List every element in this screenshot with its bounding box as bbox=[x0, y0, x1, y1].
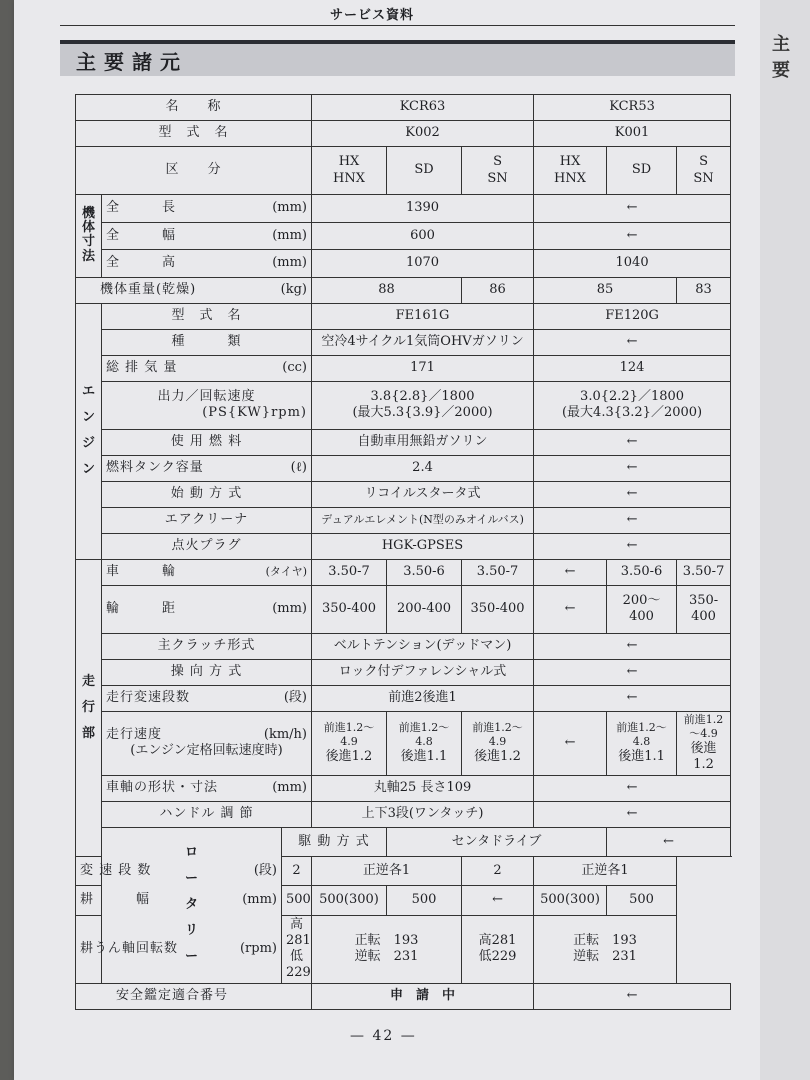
speed-c3-rev: 後進1.2 bbox=[474, 748, 521, 764]
kcr53-start: ← bbox=[534, 481, 731, 507]
label-wheel bbox=[102, 559, 312, 585]
label-clutch: 主クラッチ形式 bbox=[102, 633, 312, 659]
kcr63-steering: ロック付デファレンシャル式 bbox=[312, 659, 534, 685]
label-fuel: 使 用 燃 料 bbox=[102, 429, 312, 455]
kcr53-width: ← bbox=[534, 222, 731, 250]
row-displacement bbox=[76, 355, 731, 381]
kcr63-height: 1070 bbox=[312, 250, 534, 278]
rpm-c1-high: 高281 bbox=[286, 916, 311, 948]
tillwidth-c2: 500(300) bbox=[312, 886, 387, 915]
rot-gears-c4: 2 bbox=[462, 857, 534, 886]
label-rot-gears bbox=[76, 857, 282, 886]
kcr53-output bbox=[534, 381, 731, 429]
kcr63-air: デュアルエレメント(N型のみオイルバス) bbox=[312, 507, 534, 533]
label-name: 名 称 bbox=[76, 95, 312, 121]
kcr53-fuel: ← bbox=[534, 429, 731, 455]
label-tillwidth bbox=[76, 886, 282, 915]
kcr63-safety: 申 請 中 bbox=[312, 983, 534, 1009]
row-height bbox=[76, 250, 731, 278]
title-band bbox=[60, 40, 735, 76]
axle-unit: (mm) bbox=[272, 780, 307, 796]
header-rule bbox=[60, 25, 735, 26]
tillwidth-c3: 500 bbox=[387, 886, 462, 915]
kcr63-fuel: 自動車用無鉛ガソリン bbox=[312, 429, 534, 455]
kcr63-width: 600 bbox=[312, 222, 534, 250]
group-drive-label: 走 行 部 bbox=[81, 673, 95, 741]
label-height bbox=[102, 250, 312, 278]
displacement-label: 総 排 気 量 bbox=[106, 360, 178, 376]
label-output bbox=[102, 381, 312, 429]
length-unit: (mm) bbox=[272, 200, 307, 216]
axle-label: 車軸の形状・寸法 bbox=[106, 780, 219, 796]
speed-note: (エンジン定格回転速度時) bbox=[130, 743, 283, 759]
kcr63-plug: HGK-GPSES bbox=[312, 533, 534, 559]
speed-c4: ← bbox=[534, 711, 607, 775]
row-division bbox=[76, 147, 731, 195]
kcr63-displacement: 171 bbox=[312, 355, 534, 381]
label-rpm bbox=[76, 915, 282, 983]
kcr63-start: リコイルスタータ式 bbox=[312, 481, 534, 507]
division-c6: S SN bbox=[677, 147, 731, 195]
displacement-unit: (cc) bbox=[282, 360, 307, 376]
kcr53-rot-drive: ← bbox=[607, 827, 731, 856]
weight-v1: 88 bbox=[312, 277, 462, 303]
row-clutch bbox=[76, 633, 731, 659]
row-rot-gears bbox=[76, 857, 731, 886]
speed-label: 走行速度 bbox=[106, 727, 163, 743]
label-axle bbox=[102, 775, 312, 801]
label-rot-drive: 駆 動 方 式 bbox=[282, 827, 387, 856]
label-tread bbox=[102, 585, 312, 633]
row-engine-type bbox=[76, 329, 731, 355]
rpm-c23-fwd: 正転 193 bbox=[354, 932, 419, 948]
label-speed bbox=[102, 711, 312, 775]
kcr53-output-max: (最大4.3{3.2}／2000) bbox=[561, 405, 703, 421]
row-model bbox=[76, 121, 731, 147]
speed-c3-fwd: 前進1.2～4.9 bbox=[472, 721, 523, 749]
kcr63-engine-model: FE161G bbox=[312, 303, 534, 329]
rpm-c4-high: 高281 bbox=[478, 932, 517, 948]
kcr63-name: KCR63 bbox=[312, 95, 534, 121]
wheel-c6: 3.50-7 bbox=[677, 559, 731, 585]
label-division: 区 分 bbox=[76, 147, 312, 195]
tillwidth-c6: 500 bbox=[607, 886, 677, 915]
speed-c5 bbox=[607, 711, 677, 775]
kcr53-name: KCR53 bbox=[534, 95, 731, 121]
label-displacement bbox=[102, 355, 312, 381]
row-handle bbox=[76, 801, 731, 827]
row-axle bbox=[76, 775, 731, 801]
rpm-c56-rev: 逆転 231 bbox=[573, 949, 637, 965]
kcr53-engine-type: ← bbox=[534, 329, 731, 355]
weight-v2: 86 bbox=[462, 277, 534, 303]
kcr63-tank: 2.4 bbox=[312, 455, 534, 481]
row-plug bbox=[76, 533, 731, 559]
rpm-c1 bbox=[282, 915, 312, 983]
label-gears bbox=[102, 685, 312, 711]
rot-gears-c56: 正逆各1 bbox=[534, 857, 677, 886]
weight-label: 機体重量(乾燥) bbox=[100, 282, 197, 298]
speed-c1-rev: 後進1.2 bbox=[325, 748, 373, 764]
tread-c4: ← bbox=[534, 585, 607, 633]
speed-c6-fwd: 前進1.2～4.9 bbox=[683, 713, 724, 741]
label-width bbox=[102, 222, 312, 250]
row-tread bbox=[76, 585, 731, 633]
row-air bbox=[76, 507, 731, 533]
kcr53-length: ← bbox=[534, 195, 731, 223]
kcr53-model: K001 bbox=[534, 121, 731, 147]
speed-c6 bbox=[677, 711, 731, 775]
wheel-unit: (タイヤ) bbox=[265, 565, 307, 579]
output-unit: (PS{KW}rpm) bbox=[202, 405, 307, 421]
tread-c2: 200-400 bbox=[387, 585, 462, 633]
kcr53-clutch: ← bbox=[534, 633, 731, 659]
label-model: 型 式 名 bbox=[76, 121, 312, 147]
group-body-label: 機 体 寸 法 bbox=[81, 205, 95, 264]
tillwidth-c4: ← bbox=[462, 886, 534, 915]
row-engine-model bbox=[76, 303, 731, 329]
row-width bbox=[76, 222, 731, 250]
spec-table bbox=[75, 94, 731, 1010]
rot-gears-c23: 正逆各1 bbox=[312, 857, 462, 886]
rpm-c1-low: 低229 bbox=[286, 949, 311, 981]
division-c5: SD bbox=[607, 147, 677, 195]
wheel-c3: 3.50-7 bbox=[462, 559, 534, 585]
row-safety bbox=[76, 983, 731, 1009]
speed-c2 bbox=[387, 711, 462, 775]
weight-v4: 83 bbox=[677, 277, 731, 303]
row-speed bbox=[76, 711, 731, 775]
row-wheel bbox=[76, 559, 731, 585]
title-rule bbox=[60, 40, 735, 44]
label-engine-model: 型 式 名 bbox=[102, 303, 312, 329]
page-number: — 42 — bbox=[350, 1028, 417, 1044]
gears-label: 走行変速段数 bbox=[106, 690, 191, 706]
tillwidth-c5: 500(300) bbox=[534, 886, 607, 915]
division-c3: S SN bbox=[462, 147, 534, 195]
row-weight bbox=[76, 277, 731, 303]
underlying-page-text: 主要 bbox=[772, 34, 792, 81]
rot-gears-c1: 2 bbox=[282, 857, 312, 886]
page-header: サービス資料 bbox=[330, 8, 415, 23]
kcr53-plug: ← bbox=[534, 533, 731, 559]
speed-c3 bbox=[462, 711, 534, 775]
kcr63-engine-type: 空冷4サイクル1気筒OHVガソリン bbox=[312, 329, 534, 355]
speed-c2-fwd: 前進1.2～4.8 bbox=[398, 721, 450, 749]
label-handle: ハンドル 調 節 bbox=[102, 801, 312, 827]
row-start bbox=[76, 481, 731, 507]
row-rot-drive bbox=[76, 827, 731, 856]
tread-c1: 350-400 bbox=[312, 585, 387, 633]
kcr53-axle: ← bbox=[534, 775, 731, 801]
kcr53-tank: ← bbox=[534, 455, 731, 481]
speed-c1 bbox=[312, 711, 387, 775]
division-c2: SD bbox=[387, 147, 462, 195]
wheel-c2: 3.50-6 bbox=[387, 559, 462, 585]
kcr53-handle: ← bbox=[534, 801, 731, 827]
tread-c6: 350-400 bbox=[677, 585, 731, 633]
rpm-c23 bbox=[312, 915, 462, 983]
group-body bbox=[76, 195, 102, 278]
kcr53-safety: ← bbox=[534, 983, 731, 1009]
label-length bbox=[102, 195, 312, 223]
tread-unit: (mm) bbox=[272, 601, 307, 617]
rpm-label: 耕うん軸回転数 bbox=[80, 941, 179, 957]
label-start: 始 動 方 式 bbox=[102, 481, 312, 507]
kcr63-gears: 前進2後進1 bbox=[312, 685, 534, 711]
tillwidth-c1: 500 bbox=[282, 886, 312, 915]
label-tank bbox=[102, 455, 312, 481]
rpm-c56 bbox=[534, 915, 677, 983]
rot-gears-label: 変 速 段 数 bbox=[80, 863, 152, 879]
group-rotary-label: ロ ー タ リ ー bbox=[184, 845, 198, 965]
width-label: 全 幅 bbox=[106, 227, 177, 243]
rpm-c4 bbox=[462, 915, 534, 983]
row-steering bbox=[76, 659, 731, 685]
rot-gears-unit: (段) bbox=[253, 863, 277, 879]
rpm-c23-rev: 逆転 231 bbox=[354, 949, 419, 965]
wheel-c5: 3.50-6 bbox=[607, 559, 677, 585]
speed-c2-rev: 後進1.1 bbox=[400, 748, 448, 764]
row-rpm bbox=[76, 915, 731, 983]
kcr63-output bbox=[312, 381, 534, 429]
group-drive bbox=[76, 559, 102, 856]
kcr63-length: 1390 bbox=[312, 195, 534, 223]
tillwidth-unit: (mm) bbox=[242, 892, 277, 908]
speed-c1-fwd: 前進1.2～4.9 bbox=[323, 721, 375, 749]
kcr53-steering: ← bbox=[534, 659, 731, 685]
weight-v3: 85 bbox=[534, 277, 677, 303]
wheel-c4: ← bbox=[534, 559, 607, 585]
label-plug: 点火プラグ bbox=[102, 533, 312, 559]
row-tillwidth bbox=[76, 886, 731, 915]
kcr53-height: 1040 bbox=[534, 250, 731, 278]
label-air: エアクリーナ bbox=[102, 507, 312, 533]
length-label: 全 長 bbox=[106, 200, 177, 216]
kcr63-axle: 丸軸25 長さ109 bbox=[312, 775, 534, 801]
kcr63-rot-drive: センタドライブ bbox=[387, 827, 607, 856]
wheel-c1: 3.50-7 bbox=[312, 559, 387, 585]
group-engine bbox=[76, 303, 102, 559]
row-gears bbox=[76, 685, 731, 711]
speed-c5-fwd: 前進1.2～4.8 bbox=[616, 721, 667, 749]
underlying-page bbox=[760, 0, 810, 1080]
tillwidth-label: 耕 幅 bbox=[80, 892, 151, 908]
label-weight bbox=[76, 277, 312, 303]
kcr53-output-rated: 3.0{2.2}／1800 bbox=[580, 388, 685, 404]
kcr53-air: ← bbox=[534, 507, 731, 533]
tread-c5: 200～400 bbox=[607, 585, 677, 633]
rpm-c4-low: 低229 bbox=[478, 949, 517, 965]
speed-unit: (km/h) bbox=[263, 727, 307, 743]
kcr53-engine-model: FE120G bbox=[534, 303, 731, 329]
kcr53-displacement: 124 bbox=[534, 355, 731, 381]
rpm-unit: (rpm) bbox=[239, 941, 277, 957]
division-c4: HX HNX bbox=[534, 147, 607, 195]
label-steering: 操 向 方 式 bbox=[102, 659, 312, 685]
row-name bbox=[76, 95, 731, 121]
page-title: 主要諸元 bbox=[76, 50, 188, 74]
row-length bbox=[76, 195, 731, 223]
division-c1: HX HNX bbox=[312, 147, 387, 195]
row-tank bbox=[76, 455, 731, 481]
label-safety: 安全鑑定適合番号 bbox=[76, 983, 312, 1009]
kcr63-output-rated: 3.8{2.8}／1800 bbox=[370, 388, 475, 404]
row-fuel bbox=[76, 429, 731, 455]
weight-unit: (kg) bbox=[280, 282, 307, 298]
tread-label: 輪 距 bbox=[106, 601, 177, 617]
row-output bbox=[76, 381, 731, 429]
tank-unit: (ℓ) bbox=[290, 460, 307, 476]
speed-c6-rev: 後進1.2 bbox=[690, 740, 717, 773]
group-engine-label: エ ン ジ ン bbox=[81, 384, 95, 478]
gears-unit: (段) bbox=[283, 690, 307, 706]
output-label: 出力／回転速度 bbox=[157, 388, 256, 404]
kcr53-gears: ← bbox=[534, 685, 731, 711]
kcr63-model: K002 bbox=[312, 121, 534, 147]
kcr63-handle: 上下3段(ワンタッチ) bbox=[312, 801, 534, 827]
kcr63-output-max: (最大5.3{3.9}／2000) bbox=[352, 405, 493, 421]
width-unit: (mm) bbox=[272, 227, 307, 243]
tread-c3: 350-400 bbox=[462, 585, 534, 633]
height-unit: (mm) bbox=[272, 255, 307, 271]
tank-label: 燃料タンク容量 bbox=[106, 460, 204, 476]
kcr63-clutch: ベルトテンション(デッドマン) bbox=[312, 633, 534, 659]
wheel-label: 車 輪 bbox=[106, 564, 177, 580]
speed-c5-rev: 後進1.1 bbox=[618, 748, 665, 764]
rpm-c56-fwd: 正転 193 bbox=[573, 932, 637, 948]
label-engine-type: 種 類 bbox=[102, 329, 312, 355]
height-label: 全 高 bbox=[106, 255, 177, 271]
